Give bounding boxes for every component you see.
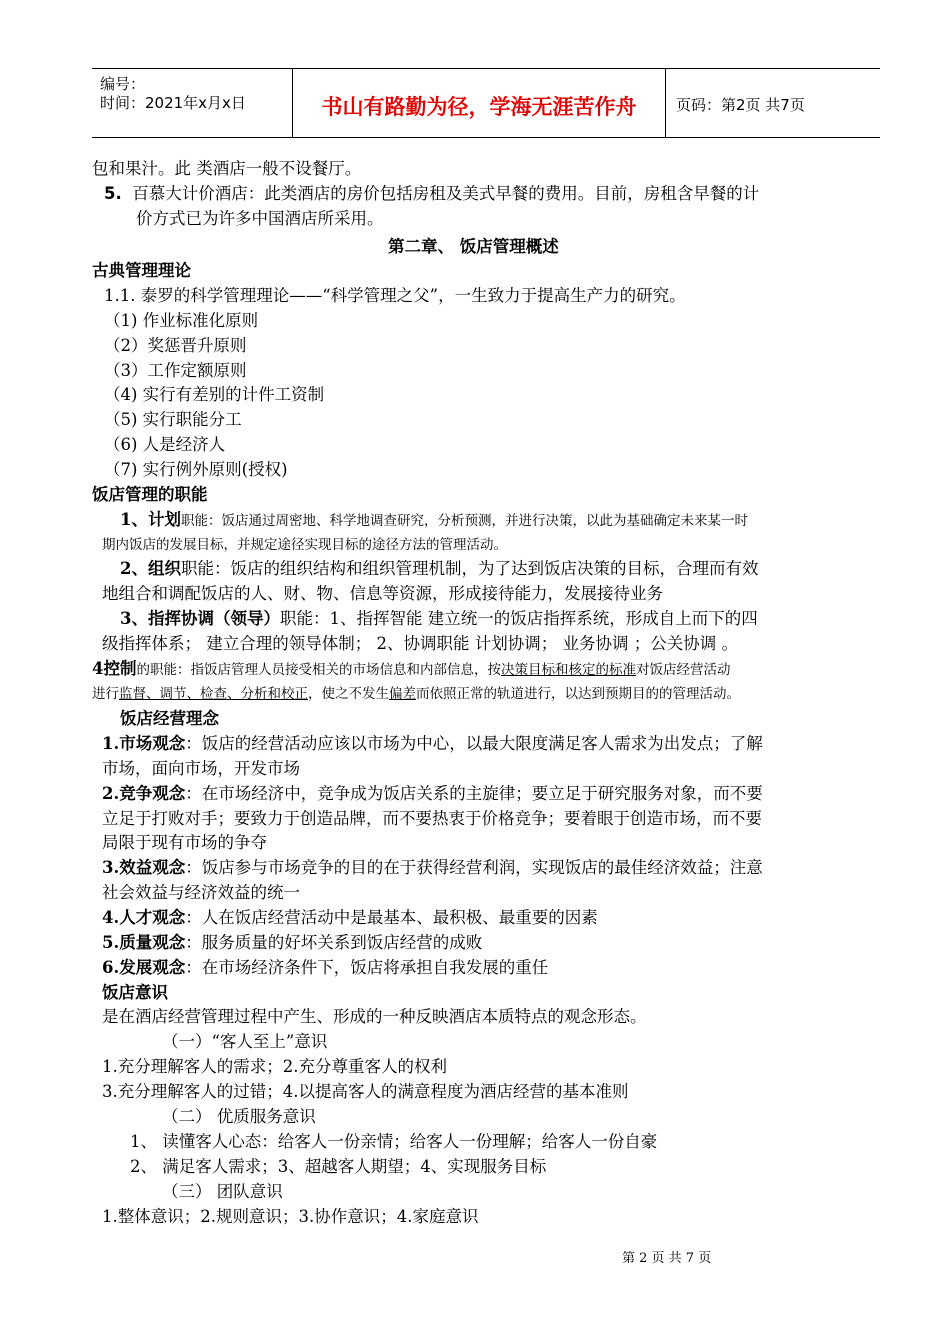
term-heading: 4控制 <box>92 659 137 678</box>
term-text: ：饭店的经营活动应该以市场为中心，以最大限度满足客人需求为出发点；了解 <box>185 734 763 753</box>
paragraph-line <box>102 857 763 879</box>
list-item: （7) 实行例外原则(授权) <box>104 460 288 479</box>
term-text: 职能：饭店的组织结构和组织管理机制，为了达到饭店决策的目标，合理而有效 <box>180 559 759 578</box>
term-text: 职能：1、指挥智能 建立统一的饭店指挥系统，形成自上而下的四 <box>279 609 758 628</box>
section-heading: 古典管理理论 <box>92 261 191 280</box>
doc-time-label: 时间：2021年x月x日 <box>100 94 246 112</box>
chapter-title: 第二章、 饭店管理概述 <box>388 237 559 256</box>
section-heading: 饭店经营理念 <box>120 709 219 728</box>
paragraph-line: 立足于打败对手；要致力于创造品牌，而不要热衷于价格竞争；要着眼于创造市场，而不要 <box>102 809 762 828</box>
term-text: ：在市场经济中，竞争成为饭店关系的主旋律；要立足于研究服务对象，而不要 <box>185 784 763 803</box>
term-heading: 6.发展观念 <box>102 958 186 977</box>
underlined-text: 偏差 <box>389 686 416 702</box>
paragraph-line: 期内饭店的发展目标，并规定途径实现目标的途径方法的管理活动。 <box>102 537 507 553</box>
list-item: （4) 实行有差别的计件工资制 <box>104 385 325 404</box>
term-text: 职能：饭店通过周密地、科学地调查研究，分析预测，并进行决策，以此为基础确定未来某一时 <box>180 513 748 529</box>
subsection-title: （一）“客人至上”意识 <box>162 1032 328 1051</box>
header-page-label: 页码：第2页 共7页 <box>676 96 805 114</box>
list-item <box>104 183 759 205</box>
term-text: ：饭店参与市场竞争的目的在于获得经营利润，实现饭店的最佳经济效益；注意 <box>185 858 763 877</box>
paragraph-line <box>120 558 758 580</box>
term-heading: 3.效益观念 <box>102 858 186 877</box>
paragraph-line: 社会效益与经济效益的统一 <box>102 883 300 902</box>
list-item: （1) 作业标准化原则 <box>104 311 259 330</box>
section-heading: 饭店意识 <box>102 983 168 1002</box>
paragraph-line <box>102 957 548 979</box>
header-motto-cell <box>293 69 666 137</box>
text-line: 1.1. 泰罗的科学管理理论——“科学管理之父”，一生致力于提高生产力的研究。 <box>104 286 686 305</box>
paragraph-line <box>102 733 763 755</box>
paragraph-line <box>120 509 748 532</box>
header-page-cell <box>666 69 880 137</box>
list-item: （5) 实行职能分工 <box>104 410 242 429</box>
paragraph-line <box>102 783 763 805</box>
list-item: （3）工作定额原则 <box>104 361 247 380</box>
subsection-title: （二） 优质服务意识 <box>162 1107 316 1126</box>
term-heading: 5.质量观念 <box>102 933 186 952</box>
term-heading: 4.人才观念 <box>102 908 186 927</box>
term-heading: 3、指挥协调（领导） <box>120 609 280 628</box>
header-meta-cell <box>92 69 293 137</box>
paragraph-line <box>120 608 758 630</box>
paragraph-line: 市场，面向市场，开发市场 <box>102 759 300 778</box>
term-text: ：服务质量的好坏关系到饭店经营的成败 <box>185 933 483 952</box>
text-line: 包和果汁。此 类酒店一般不设餐厅。 <box>92 159 362 178</box>
paragraph-line: 局限于现有市场的争夺 <box>102 833 267 852</box>
paragraph-line: 1.整体意识；2.规则意识；3.协作意识；4.家庭意识 <box>102 1207 479 1226</box>
underlined-text: 监督、调节、检查、分析和校正 <box>119 686 308 702</box>
section-heading: 饭店管理的职能 <box>92 485 208 504</box>
paragraph-line <box>92 658 730 681</box>
term-text: 进行 <box>92 686 119 702</box>
term-text: 对饭店经营活动 <box>635 662 731 678</box>
paragraph-line <box>102 932 482 954</box>
paragraph-line: 2、 满足客人需求；3、超越客人期望；4、实现服务目标 <box>130 1157 547 1176</box>
underlined-text: 决策目标和核定的标准 <box>500 662 636 678</box>
term-heading: 2、组织 <box>120 559 181 578</box>
term-text: 的职能：指饭店管理人员接受相关的市场信息和内部信息，按 <box>136 662 501 678</box>
page-footer: 第 2 页 共 7 页 <box>622 1251 712 1266</box>
term-text: 而依照正常的轨道进行，以达到预期目的的管理活动。 <box>416 686 740 702</box>
paragraph-line: 级指挥体系； 建立合理的领导体制； 2、协调职能 计划协调； 业务协调 ；公关协调 。 <box>102 634 738 653</box>
list-item: （6) 人是经济人 <box>104 435 226 454</box>
page-header-table <box>92 68 880 138</box>
paragraph-line: 地组合和调配饭店的人、财、物、信息等资源，形成接待能力，发展接待业务 <box>102 584 663 603</box>
term-text: ：人在饭店经营活动中是最基本、最积极、最重要的因素 <box>185 908 598 927</box>
paragraph-line <box>92 683 740 705</box>
paragraph-line: 1、 读懂客人心态：给客人一份亲情；给客人一份理解；给客人一份自豪 <box>130 1132 658 1151</box>
list-text: 百慕大计价酒店：此类酒店的房价包括房租及美式早餐的费用。目前，房租含早餐的计 <box>132 184 760 203</box>
term-heading: 1.市场观念 <box>102 734 186 753</box>
term-text: ，使之不发生 <box>308 686 389 702</box>
term-text: ：在市场经济条件下，饭店将承担自我发展的重任 <box>185 958 549 977</box>
paragraph-line: 3.充分理解客人的过错；4.以提高客人的满意程度为酒店经营的基本准则 <box>102 1082 629 1101</box>
term-heading: 1、计划 <box>120 510 181 529</box>
list-item: （2）奖惩晋升原则 <box>104 336 247 355</box>
motto: 书山有路勤为径，学海无涯苦作舟 <box>321 95 637 119</box>
paragraph-line <box>102 907 598 929</box>
term-heading: 2.竞争观念 <box>102 784 186 803</box>
doc-number-label: 编号： <box>100 75 146 93</box>
subsection-title: （三） 团队意识 <box>162 1182 283 1201</box>
paragraph-line: 1.充分理解客人的需求；2.充分尊重客人的权利 <box>102 1057 447 1076</box>
text-line: 价方式已为许多中国酒店所采用。 <box>136 209 384 228</box>
list-number: 5. <box>104 184 122 203</box>
paragraph-line: 是在酒店经营管理过程中产生、形成的一种反映酒店本质特点的观念形态。 <box>102 1007 647 1026</box>
